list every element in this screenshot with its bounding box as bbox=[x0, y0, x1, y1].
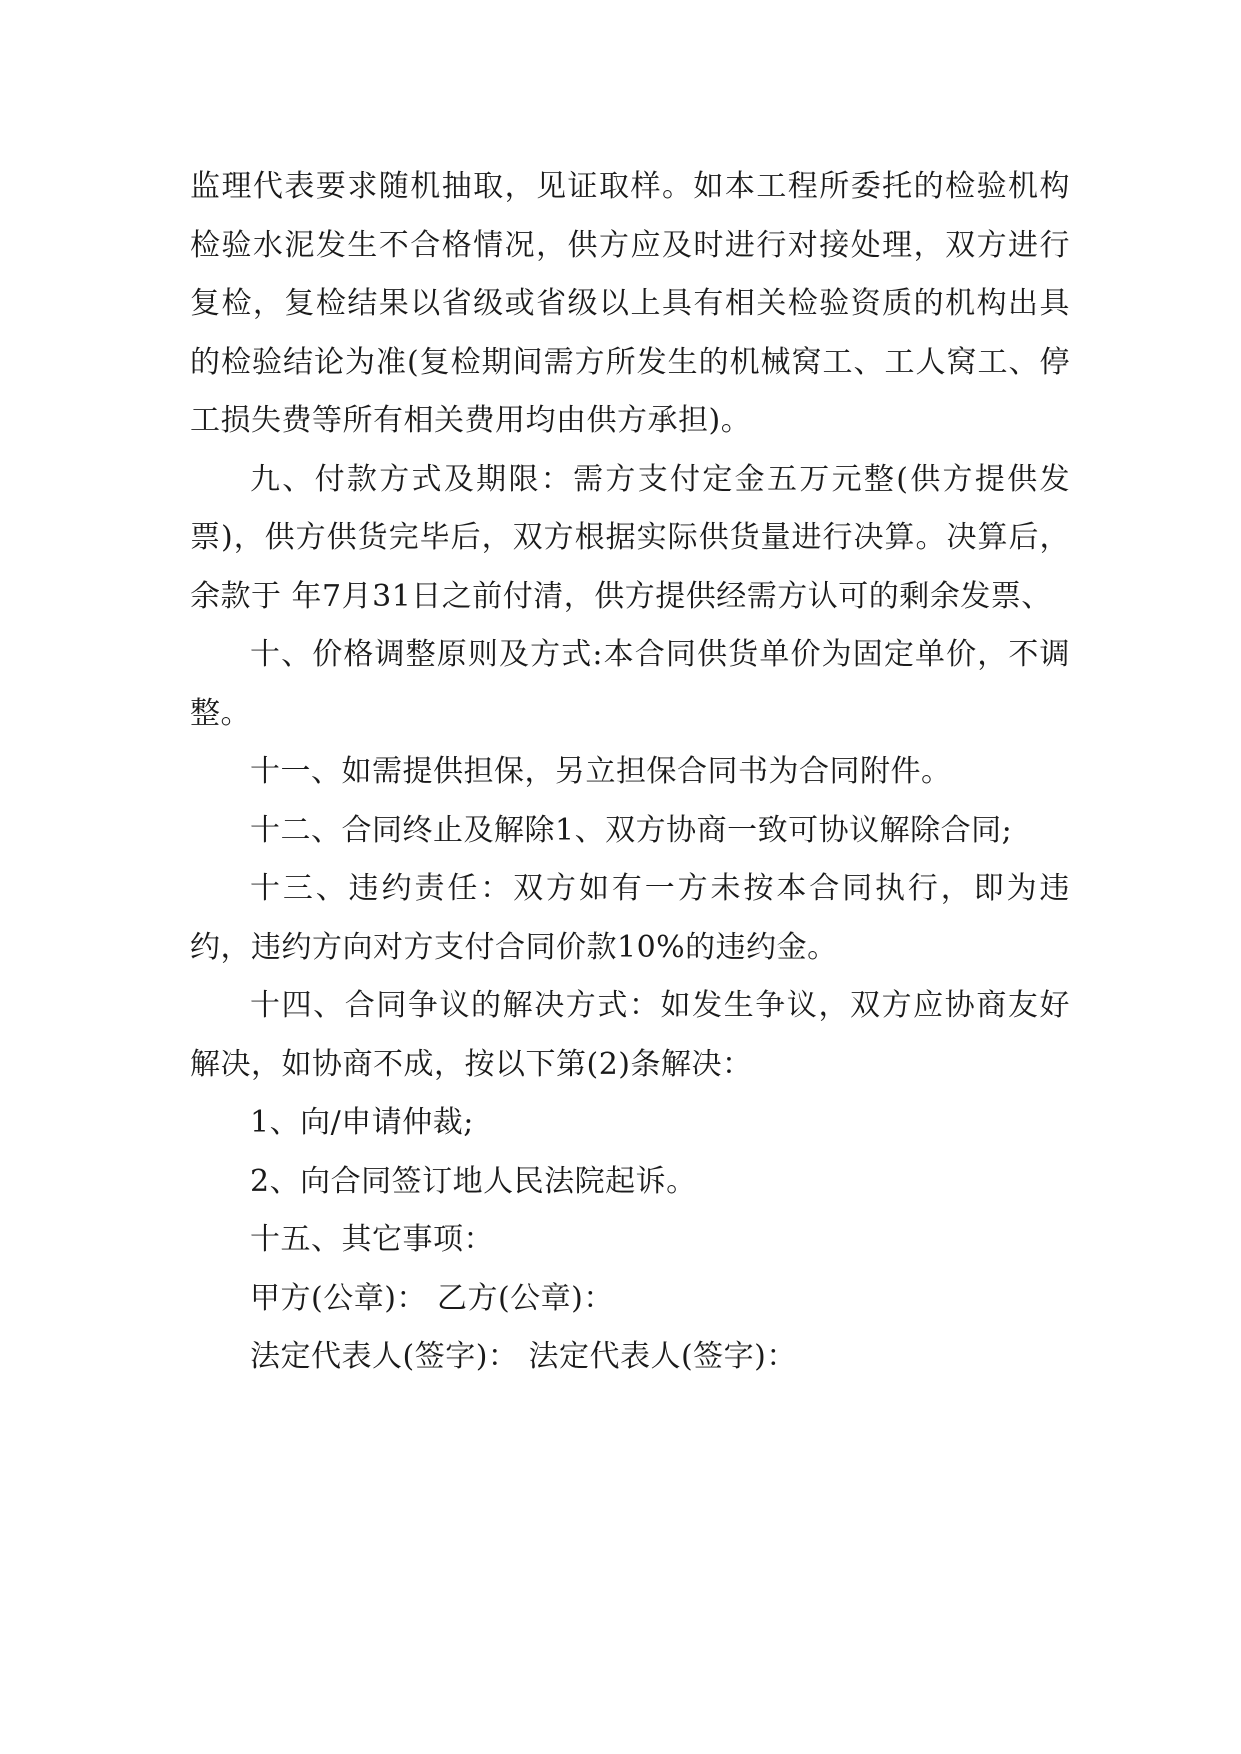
signature-representative-line: 法定代表人(签字)： 法定代表人(签字)： bbox=[250, 1339, 797, 1374]
paragraph-inspection: 监理代表要求随机抽取，见证取样。如本工程所委托的检验机构检验水泥发生不合格情况，供方应及时进行对接处理，双方进行复检，复检结果以省级或省级以上具有相关检验资质的机构出具的检验结论为准(复检期间需方所发生的机械窝工、工人窝工、停工损失费等所有相关费用均由供方承担)。 bbox=[190, 169, 1070, 438]
paragraph-payment-terms: 九、付款方式及期限：需方支付定金五万元整(供方提供发票)，供方供货完毕后，双方根据实际供货量进行决算。决算后，余款于 年7月31日之前付清，供方提供经需方认可的剩余发票、 bbox=[190, 461, 1070, 614]
paragraph-termination: 十二、合同终止及解除1、双方协商一致可协议解除合同; bbox=[250, 812, 1013, 848]
paragraph-other-matters: 十五、其它事项： bbox=[250, 1222, 494, 1257]
paragraph-price-adjustment: 十、价格调整原则及方式:本合同供货单价为固定单价，不调整。 bbox=[190, 637, 1070, 731]
paragraph-guarantee: 十一、如需提供担保，另立担保合同书为合同附件。 bbox=[250, 754, 952, 789]
paragraph-option-court: 2、向合同签订地人民法院起诉。 bbox=[250, 1163, 697, 1199]
paragraph-option-arbitration: 1、向/申请仲裁; bbox=[250, 1105, 474, 1140]
contract-body bbox=[190, 158, 1070, 1387]
paragraph-liability: 十三、违约责任：双方如有一方未按本合同执行，即为违约，违约方向对方支付合同价款10%的违约金。 bbox=[190, 871, 1070, 965]
paragraph-dispute-resolution: 十四、合同争议的解决方式：如发生争议，双方应协商友好解决，如协商不成，按以下第(2)条解决： bbox=[190, 988, 1070, 1082]
signature-seal-line: 甲方(公章)： 乙方(公章)： bbox=[250, 1280, 614, 1316]
